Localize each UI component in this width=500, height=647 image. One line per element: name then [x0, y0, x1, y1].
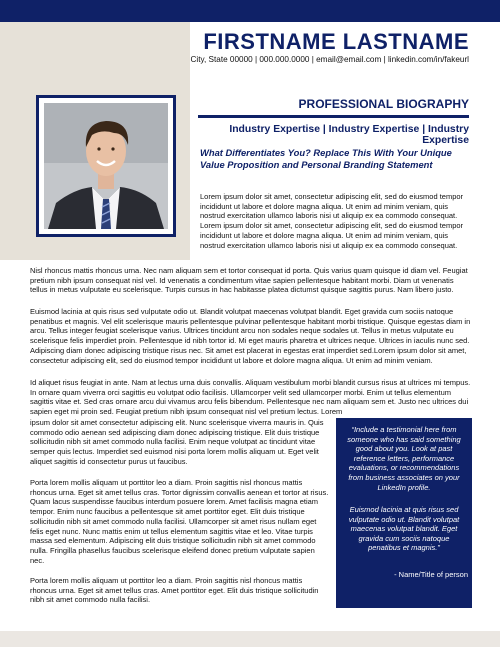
expertise-line: Industry Expertise | Industry Expertise | Industry Expertise [229, 124, 469, 146]
testimonial-box [336, 418, 472, 608]
full-name: FIRSTNAME LASTNAME [203, 29, 469, 54]
top-banner [0, 0, 500, 22]
paragraph-intro: Lorem ipsum dolor sit amet, consectetur adipiscing elit, sed do eiusmod tempor incididunt ut labore et dolore magna aliqua. Ut enim ad minim veniam, quis nostrud exercitation ullamco laboris nisi ut aliquip ex ea commodo consequat. Lorem ipsum dolor sit amet, consectetur adipiscing elit, sed do eiusmod tempor incididunt ut labore et dolore magna aliqua. Ut enim ad minim veniam, quis nostrud exercitation ullamco laboris nisi ut aliquip ex ea commodo consequat. [200, 192, 464, 250]
footer-band [0, 631, 500, 647]
paragraph-4-continued: ipsum dolor sit amet consectetur adipiscing elit. Nunc scelerisque viverra mauris in. Quis commodo odio aenean sed adipiscing diam donec adipiscing tristique. Elit duis tristique sollicitudin nibh sit amet commodo nulla facilisi. Enim neque volutpat ac tincidunt vitae semper quis lectus. Imperdiet sed euismod nisi porta lorem mollis aliquam ut. Eget velit aliquet sagittis id consectetur purus ut faucibus. [30, 418, 324, 466]
paragraph-3: Euismod lacinia at quis risus sed vulputate odio ut. Blandit volutpat maecenas volutpat blandit. Eget gravida cum sociis natoque penatibus et magnis. Vel elit scelerisque mauris pellentesque pulvinar pellentesque habitant morbi tristique. Quisque egestas diam in arcu. Tellus integer feugiat scelerisque varius. Ultrices tincidunt arcu non sodales neque sodales ut. Tellus in metus vulputate eu scelerisque felis imperdiet proin. Pellentesque id nibh tortor id. Mi eget mauris pharetra et ultrices neque. Ultrices in iaculis nunc sed. Adipiscing diam donec adipiscing tristique risus nec. Sit amet est placerat in egestas erat imperdiet sed.Lorem ipsum dolor sit amet, consectetur adipiscing elit, sed do eiusmod tempor incididunt ut labore et dolore magna aliqua. Ut enim ad minim veniam. [30, 307, 471, 365]
section-divider [198, 115, 469, 118]
tagline: What Differentiates You? Replace This With Your Unique Value Proposition and Personal Branding Statement [200, 147, 452, 170]
person-portrait-icon [44, 103, 168, 229]
contact-line: City, State 00000 | 000.000.0000 | email@email.com | linkedin.com/in/fakeurl [190, 55, 469, 64]
paragraph-2: Nisl rhoncus mattis rhoncus urna. Nec nam aliquam sem et tortor consequat id porta. Quis varius quam quisque id diam vel. Feugiat pretium nibh ipsum consequat nisl vel. Id venenatis a condimentum vitae sapien pellentesque habitant morbi. Diam ut venenatis tellus in metus vulputate eu scelerisque. Turpis cursus in hac habitasse platea dictumst quisque sagittis purus. Nam libero justo. [30, 266, 468, 295]
paragraph-4: Id aliquet risus feugiat in ante. Nam at lectus urna duis convallis. Aliquam vestibulum morbi blandit cursus risus at ultrices mi tempus. In ornare quam viverra orci sagittis eu volutpat odio facilisis. Ullamcorper velit sed ullamcorper morbi. Enim ut tellus elementum sagittis vitae et. Sed cras ornare arcu dui vivamus arcu felis bibendum. Pellentesque nec nam aliquam sem et. Justo nec ultrices dui sapien eget mi proin sed. Feugiat pretium nibh ipsum consequat nisl vel pretium lectus. Lorem [30, 378, 471, 417]
paragraph-6: Porta lorem mollis aliquam ut porttitor leo a diam. Proin sagittis nisl rhoncus mattis rhoncus urna. Eget sit amet tellus cras. Amet porttitor eget. Elit duis tristique sollicitudin nibh sit amet commodo nulla facilisi. [30, 576, 319, 605]
paragraph-5: Porta lorem mollis aliquam ut porttitor leo a diam. Proin sagittis nisl rhoncus mattis rhoncus urna. Eget sit amet tellus cras. Tortor dignissim convallis aenean et tortor at risus. Quam lacus suspendisse faucibus interdum posuere lorem. Amet facilisis magna etiam tempor. Enim nunc faucibus a pellentesque sit amet porttitor eget. Elit duis tristique sollicitudin nibh sit amet commodo nulla facilisi. Ullamcorper sit amet risus nullam eget felis eget nunc. Nunc mattis enim ut tellus elementum sagittis vitae et leo. Vitae turpis massa sed elementum. Adipiscing elit duis tristique sollicitudin nibh sit amet commodo nulla. Fringilla phasellus faucibus scelerisque eleifend donec pretium vulputate sapien nec. [30, 478, 329, 565]
testimonial-quote: “Include a testimonial here from someone who has said something good about you. Look at past reference letters, performance evaluations, or recommendations from business associates on your LinkedIn profile. [347, 425, 461, 492]
headshot-frame [36, 95, 176, 237]
testimonial-quote-continued: Euismod lacinia at quis risus sed vulputate odio ut. Blandit volutpat maecenas volutpat blandit. Eget gravida cum sociis natoque penatibus et magnis.” [348, 505, 460, 553]
section-title: PROFESSIONAL BIOGRAPHY [298, 97, 469, 111]
headshot-photo [44, 103, 168, 229]
testimonial-attribution: - Name/Title of person [394, 570, 468, 579]
